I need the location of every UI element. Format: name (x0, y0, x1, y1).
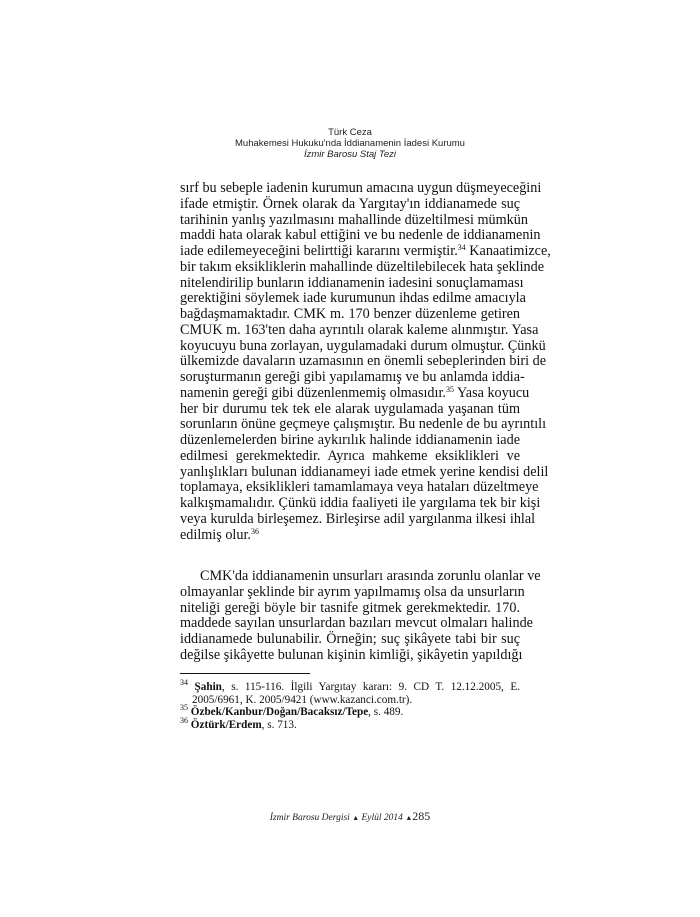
line-text: her bir durumu tek tek ele alarak uygulamada yaşanan tüm (180, 400, 520, 417)
header-line-2: Muhakemesi Hukuku'nda İddianamenin İadesi Kurumu (235, 138, 465, 149)
line-text: CMUK m. 163'ten daha ayrıntılı olarak kaleme alınmıştır. Yasa (180, 321, 539, 338)
footer-separator-2: ▲ (405, 814, 413, 822)
page-number: 285 (412, 809, 431, 823)
line-text: düzenlemelerden birine aykırılık halinde iddianamenin iade (180, 432, 520, 448)
text-line (180, 243, 551, 260)
line-text: kalkışmamalıdır. Çünkü iddia faaliyeti ile yargılama tek bir kişi (180, 495, 541, 511)
line-text: ülkemizde davaların uzamasının en önemli sebeplerinden biri de (180, 353, 546, 370)
line-text: veya kurulda birleşemez. Birleşirse adil yargılanma ilkesi ihlal (180, 510, 536, 527)
text-line (180, 290, 526, 307)
line-text: maddede sayılan unsurlardan bazıları mevcut olmaları halinde (180, 615, 533, 632)
text-line (180, 646, 523, 664)
footnote-text: , s. 489. (368, 706, 404, 718)
header-line-1: Türk Ceza (328, 127, 372, 138)
text-line (180, 528, 520, 544)
text-line (180, 307, 520, 323)
line-text: edilmiş olur. (180, 526, 251, 543)
footnotes (180, 678, 520, 731)
text-line (180, 337, 546, 355)
footnote-number: 34 (180, 678, 188, 687)
line-text: namenin gereği gibi düzenlenmemiş olmasıdır. (180, 384, 446, 401)
line-text: sırf bu sebeple iadenin kurumun amacına uygun düşmeyeceğini (180, 180, 542, 196)
footnote-number: 35 (180, 703, 188, 712)
paragraph-1 (180, 180, 551, 543)
text-line (180, 274, 524, 292)
page-footer (0, 809, 700, 824)
line-text: niteliği gereği böyle bir tasnife gitmek gerekmektedir. 170. (180, 599, 520, 616)
line-text: Kanaatimizce, (465, 243, 551, 259)
text-line (180, 583, 525, 601)
line-text: maddi hata olarak kabul ettiğini ve bu nedenle de iddianamenin (180, 227, 541, 244)
text-line (180, 463, 549, 481)
text-line (180, 211, 528, 229)
line-text: sorunların önüne geçmeye çalışmıştır. Bu nedenle de bu ayrıntılı (180, 416, 547, 433)
line-text: ifade etmiştir. Örnek olarak da Yargıtay'ın iddianamede suç (180, 195, 520, 212)
footnote-author: Şahin (194, 681, 222, 693)
line-text: olmayanlar şeklinde bir ayrım yapılmamış olsa da unsurların (180, 583, 525, 600)
text-line (180, 601, 520, 617)
text-line (180, 615, 533, 632)
line-text: yanlışlıkları bulunan iddianameyi iade etmek yerine kendisi delil (180, 463, 549, 480)
footnote-text: , s. 115-116. İlgili Yargıtay kararı: 9. CD T. 12.12.2005, E. (221, 681, 520, 693)
text-line (180, 180, 542, 197)
footnote-ref: 35 (445, 384, 454, 394)
footer-journal: İzmir Barosu Dergisi (269, 813, 350, 823)
line-text: edilmesi gerekmektedir. Ayrıca mahkeme eksiklikleri ve (180, 447, 520, 464)
footnote-34 (180, 678, 520, 694)
text-line (180, 568, 541, 585)
text-line (180, 353, 546, 370)
line-text: değilse şikâyette bulunan kişinin kimliği, şikâyetin yapıldığı (180, 646, 523, 663)
line-text: tarihinin yanlış yazılmasını mahallinde düzeltilmesi mümkün (180, 211, 528, 228)
text-line (180, 416, 547, 433)
text-line (180, 227, 541, 244)
text-line (180, 402, 520, 418)
line-text: CMK'da iddianamenin unsurları arasında zorunlu olanlar ve (200, 568, 541, 584)
line-text: toplamaya, eksiklikleri tamamlamaya veya hataları düzeltmeye (180, 479, 539, 496)
footnote-divider (180, 673, 310, 674)
text-line (180, 495, 541, 512)
text-line (180, 449, 520, 465)
text-line (180, 369, 525, 386)
footer-separator: ▲ (352, 814, 360, 822)
line-text: Yasa koyucu (453, 384, 530, 401)
line-text: iade edilemeyeceğini belirttiği kararını vermiştir. (180, 243, 458, 259)
footnote-number: 36 (180, 715, 188, 725)
footnote-35 (180, 703, 520, 719)
footnote-author: Özbek/Kanbur/Doğan/Bacaksız/Tepe (190, 706, 369, 718)
footnote-36 (180, 715, 520, 732)
text-line (180, 510, 536, 528)
footnote-text: , s. 713. (261, 718, 297, 731)
footer-date: Eylül 2014 (361, 813, 403, 823)
text-line (180, 384, 530, 402)
footnote-author: Öztürk/Erdem (190, 718, 262, 731)
footnote-continuation: 2005/6961, K. 2005/9421 (www.kazanci.com.tr). (192, 693, 413, 706)
text-line (180, 433, 520, 449)
paragraph-2 (180, 568, 541, 664)
line-text: nitelendirilip bunların iddianamenin iadesini sonuçlamaması (180, 274, 524, 291)
line-text: bağdaşmamaktadır. CMK m. 170 benzer düzenleme getiren (180, 306, 520, 322)
text-line (180, 479, 539, 496)
line-text: bir takım eksikliklerin mahallinde düzeltilebilecek hata şeklinde (180, 258, 545, 275)
text-line (180, 321, 539, 339)
line-text: koyucuyu buna zorlayan, uygulamadaki durum olmuştur. Çünkü (180, 337, 546, 354)
line-text: soruşturmanın gereği gibi yapılamamış ve bu anlamda iddia- (180, 369, 525, 385)
header-line-3: İzmir Barosu Staj Tezi (303, 149, 397, 160)
text-line (180, 632, 520, 648)
running-header (0, 127, 700, 160)
line-text: iddianamede bulunabilir. Örneğin; suç şikâyete tabi bir suç (180, 631, 520, 647)
text-line (180, 258, 545, 276)
footnote-ref: 34 (457, 243, 466, 252)
footnote-ref: 36 (250, 526, 259, 536)
line-text: gerektiğini söylemek iade kurumunun ihdas edilme amacıyla (180, 290, 526, 307)
text-line (180, 197, 520, 213)
